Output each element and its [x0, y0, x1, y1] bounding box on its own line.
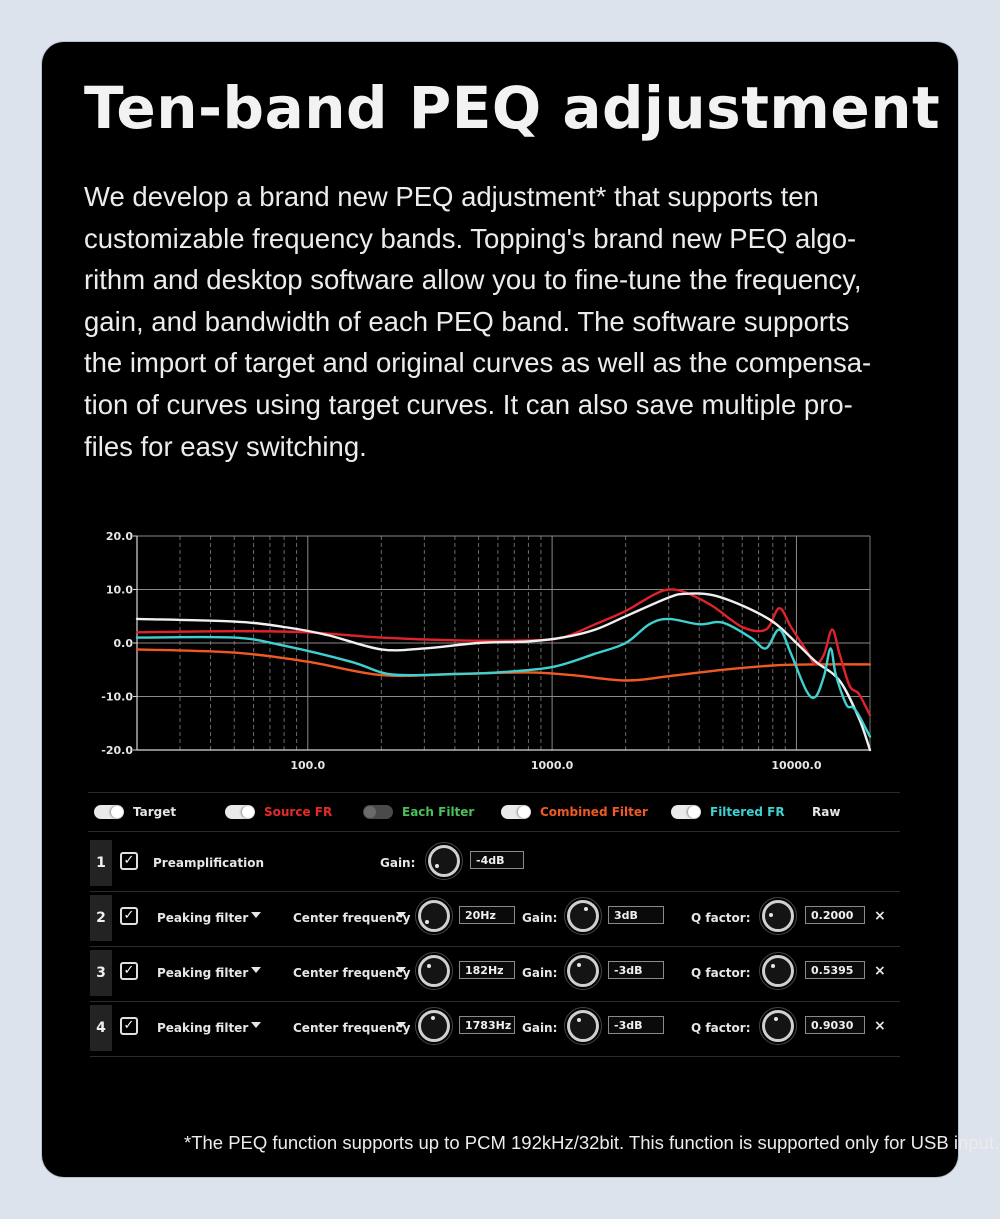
legend-label: Target — [133, 805, 177, 819]
page-title: Ten-band PEQ adjustment — [84, 74, 941, 142]
toggle-each-filter[interactable] — [363, 805, 393, 819]
gain-input[interactable]: -4dB — [470, 851, 524, 869]
preamp-row — [90, 837, 900, 892]
frequency-knob[interactable] — [418, 955, 450, 987]
description-line: We develop a brand new PEQ adjustment* that supports ten — [84, 181, 819, 212]
row-number: 3 — [90, 950, 112, 996]
filter-type-select[interactable]: Peaking filter — [157, 966, 249, 980]
q-factor-input[interactable]: 0.5395 — [805, 961, 865, 979]
row-number: 4 — [90, 1005, 112, 1051]
legend-item-target[interactable] — [94, 803, 176, 821]
chevron-down-icon[interactable] — [396, 967, 406, 973]
legend-label: Source FR — [264, 805, 333, 819]
legend-item-combined-filter[interactable] — [501, 803, 648, 821]
q-factor-label: Q factor: — [691, 911, 751, 925]
delete-icon[interactable]: × — [874, 908, 886, 924]
legend-label: Filtered FR — [710, 805, 785, 819]
legend-label: Raw — [812, 805, 841, 819]
chevron-down-icon[interactable] — [396, 912, 406, 918]
toggle-filtered-fr[interactable] — [671, 805, 701, 819]
gain-knob[interactable] — [567, 955, 599, 987]
legend-item-source-fr[interactable] — [225, 803, 332, 821]
frequency-knob[interactable] — [418, 900, 450, 932]
q-factor-input[interactable]: 0.2000 — [805, 906, 865, 924]
frequency-knob[interactable] — [418, 1010, 450, 1042]
x-tick-label: 10000.0 — [771, 759, 822, 772]
legend-item-each-filter[interactable] — [363, 803, 474, 821]
series-line-filtered-fr — [137, 619, 870, 737]
gain-knob[interactable] — [567, 1010, 599, 1042]
gain-knob[interactable] — [567, 900, 599, 932]
delete-icon[interactable]: × — [874, 1018, 886, 1034]
q-factor-knob[interactable] — [762, 955, 794, 987]
q-factor-knob[interactable] — [762, 900, 794, 932]
preamp-label: Preamplification — [153, 856, 265, 870]
toggle-source-fr[interactable] — [225, 805, 255, 819]
legend-item-filtered-fr[interactable] — [671, 803, 785, 821]
frequency-mode-select[interactable]: Center frequency — [293, 911, 411, 925]
chevron-down-icon[interactable] — [251, 967, 261, 973]
description-line: files for easy switching. — [84, 430, 367, 462]
frequency-input[interactable]: 182Hz — [459, 961, 515, 979]
filter-row — [90, 892, 900, 947]
frequency-mode-select[interactable]: Center frequency — [293, 1021, 411, 1035]
series-line-combined-filter — [137, 649, 870, 680]
y-tick-label: -20.0 — [101, 744, 133, 757]
toggle-combined-filter[interactable] — [501, 805, 531, 819]
enable-checkbox[interactable]: ✓ — [120, 907, 138, 925]
description-line: rithm and desktop software allow you to fine-tune the frequency, — [84, 264, 862, 296]
frequency-mode-select[interactable]: Center frequency — [293, 966, 411, 980]
gain-input[interactable]: -3dB — [608, 1016, 664, 1034]
legend-item-raw[interactable] — [812, 803, 840, 821]
description-line: gain, and bandwidth of each PEQ band. The software supports — [84, 305, 850, 337]
chevron-down-icon[interactable] — [251, 912, 261, 918]
chevron-down-icon[interactable] — [251, 1022, 261, 1028]
y-tick-label: -10.0 — [101, 690, 133, 704]
row-number: 1 — [90, 840, 112, 886]
legend-label: Each Filter — [402, 805, 475, 819]
y-tick-label: 10.0 — [105, 583, 133, 597]
filter-row — [90, 947, 900, 1002]
x-tick-label: 100.0 — [290, 759, 326, 772]
q-factor-label: Q factor: — [691, 966, 751, 980]
frequency-input[interactable]: 20Hz — [459, 906, 515, 924]
filter-type-select[interactable]: Peaking filter — [157, 911, 249, 925]
row-number: 2 — [90, 895, 112, 941]
gain-label: Gain: — [522, 1021, 558, 1035]
description-line: tion of curves using target curves. It can also save multiple pro- — [84, 388, 853, 420]
footnote: *The PEQ function supports up to PCM 192kHz/32bit. This function is supported only for USB input. — [184, 1132, 1000, 1153]
toggle-target[interactable] — [94, 805, 124, 819]
curve-legend — [88, 792, 900, 832]
gain-label: Gain: — [522, 966, 558, 980]
gain-label: Gain: — [380, 856, 416, 870]
y-tick-label: 0.0 — [113, 637, 133, 650]
x-tick-label: 1000.0 — [530, 759, 574, 772]
gain-label: Gain: — [522, 911, 558, 925]
q-factor-input[interactable]: 0.9030 — [805, 1016, 865, 1034]
q-factor-knob[interactable] — [762, 1010, 794, 1042]
gain-input[interactable]: 3dB — [608, 906, 664, 924]
filter-type-select[interactable]: Peaking filter — [157, 1021, 249, 1035]
chevron-down-icon[interactable] — [396, 1022, 406, 1028]
q-factor-label: Q factor: — [691, 1021, 751, 1035]
y-tick-label: 20.0 — [105, 530, 133, 543]
enable-checkbox[interactable]: ✓ — [120, 1017, 138, 1035]
legend-label: Combined Filter — [540, 805, 648, 819]
gain-knob[interactable] — [428, 845, 460, 877]
description-line: the import of target and original curves as well as the compensa- — [84, 347, 872, 379]
description-line: customizable frequency bands. Topping's brand new PEQ algo- — [84, 222, 857, 254]
gain-input[interactable]: -3dB — [608, 961, 664, 979]
enable-checkbox[interactable]: ✓ — [120, 962, 138, 980]
enable-checkbox[interactable]: ✓ — [120, 852, 138, 870]
filter-row — [90, 1002, 900, 1057]
frequency-input[interactable]: 1783Hz — [459, 1016, 515, 1034]
delete-icon[interactable]: × — [874, 963, 886, 979]
